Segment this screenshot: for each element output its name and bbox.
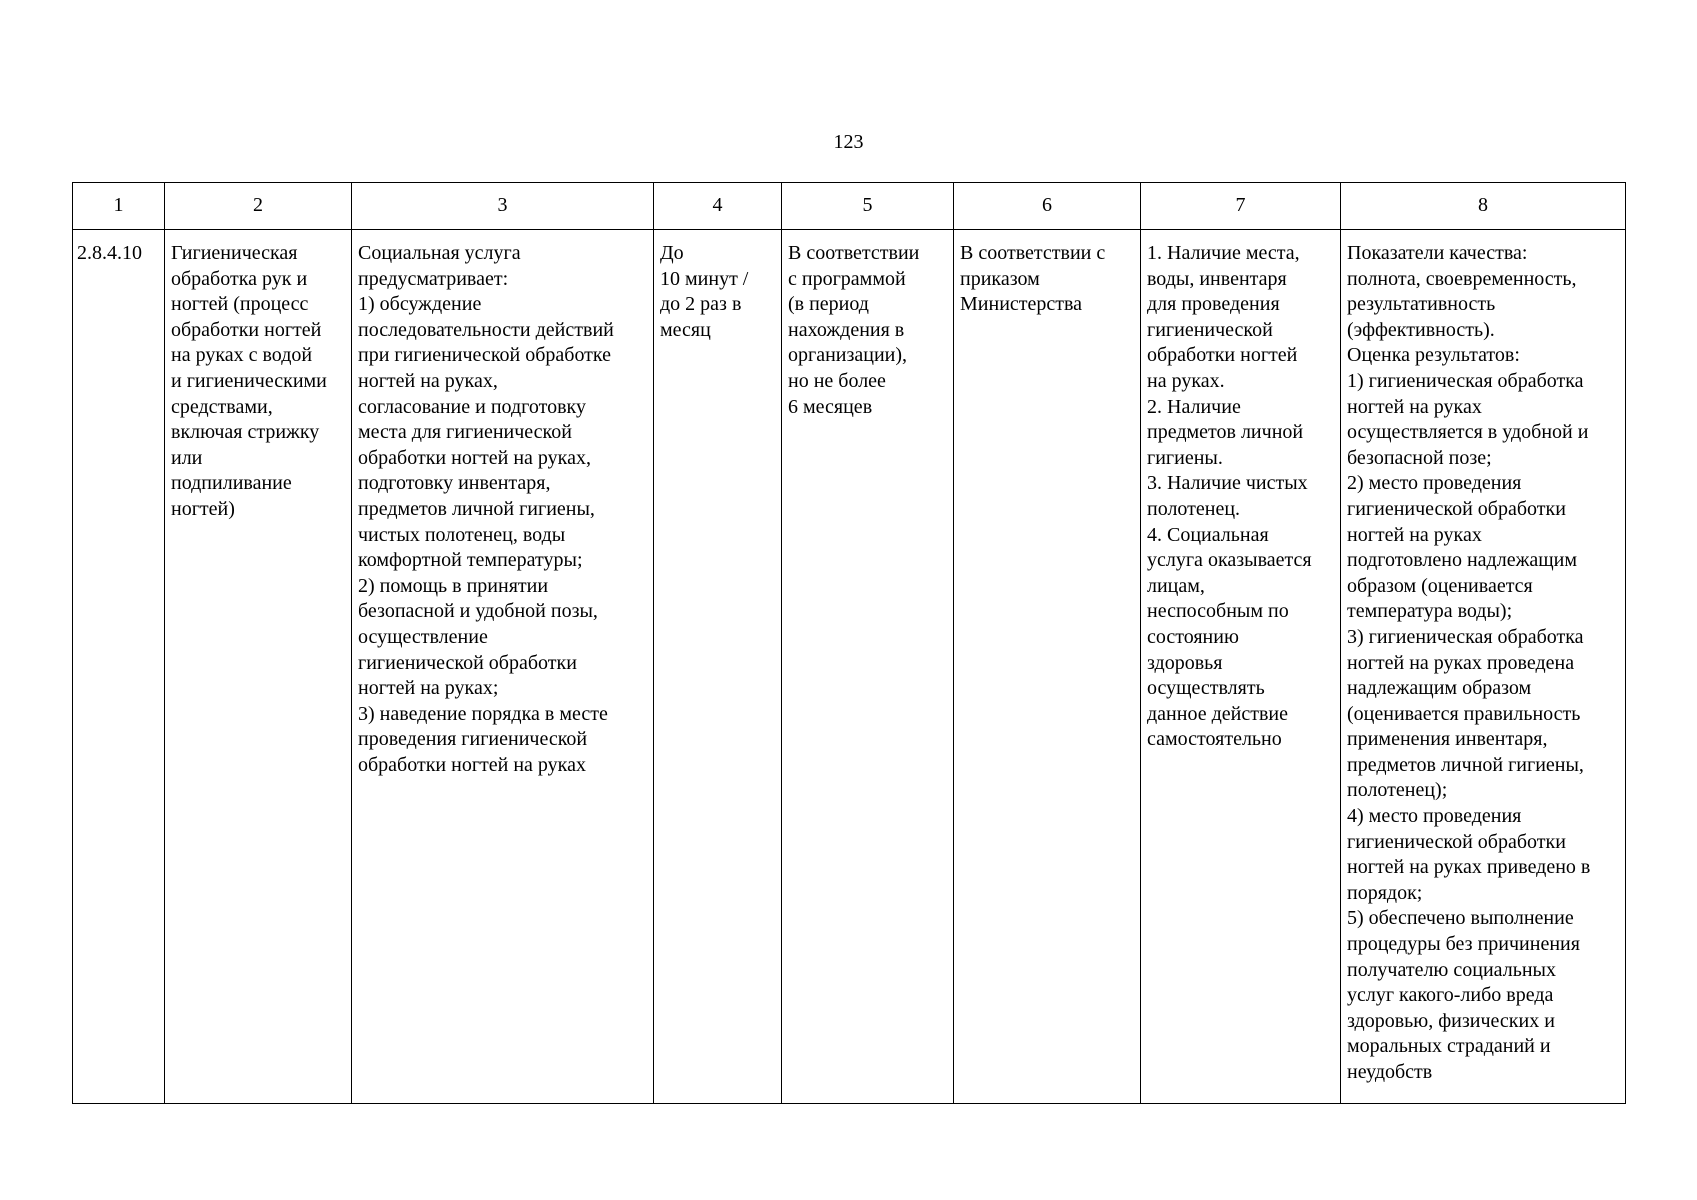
services-table: [72, 182, 1626, 1104]
column-header-3: 3: [352, 183, 654, 230]
service-code-cell: 2.8.4.10: [73, 230, 165, 1104]
column-header-5: 5: [782, 183, 954, 230]
column-header-7: 7: [1141, 183, 1341, 230]
service-duration-cell: В соответствии с программой (в период нахождения в организации), но не более 6 месяцев: [782, 230, 954, 1104]
page-number: 123: [833, 131, 864, 153]
column-header-1: 1: [73, 183, 165, 230]
table-row: [73, 230, 1626, 1104]
service-conditions-cell: 1. Наличие места, воды, инвентаря для проведения гигиенической обработки ногтей на руках. 2. Наличие предметов личной гигиены. 3. Наличие чистых полотенец. 4. Социальная услуга оказывается лицам, неспособным по состоянию здоровья осуществлять данное действие самостоятельно: [1141, 230, 1341, 1104]
column-header-8: 8: [1341, 183, 1626, 230]
service-time-cell: До 10 минут / до 2 раз в месяц: [654, 230, 782, 1104]
service-quality-cell: Показатели качества: полнота, своевременность, результативность (эффективность). Оценка результатов: 1) гигиеническая обработка ногтей на руках осуществляется в удобной и безопасной позе; 2) место проведения гигиенической обработки ногтей на руках подготовлено надлежащим образом (оценивается температура воды); 3) гигиеническая обработка ногтей на руках проведена надлежащим образом (оценивается правильность применения инвентаря, предметов личной гигиены, полотенец); 4) место проведения гигиенической обработки ногтей на руках приведено в порядок; 5) обеспечено выполнение процедуры без причинения получателю социальных услуг какого-либо вреда здоровью, физических и моральных страданий и неудобств: [1341, 230, 1626, 1104]
service-name-cell: Гигиеническая обработка рук и ногтей (процесс обработки ногтей на руках с водой и гигиеническими средствами, включая стрижку или подпиливание ногтей): [165, 230, 352, 1104]
service-tariff-cell: В соответствии с приказом Министерства: [954, 230, 1141, 1104]
column-header-4: 4: [654, 183, 782, 230]
service-content-cell: Социальная услуга предусматривает: 1) обсуждение последовательности действий при гигиенической обработке ногтей на руках, согласование и подготовку места для гигиенической обработки ногтей на руках, подготовку инвентаря, предметов личной гигиены, чистых полотенец, воды комфортной температуры; 2) помощь в принятии безопасной и удобной позы, осуществление гигиенической обработки ногтей на руках; 3) наведение порядка в месте проведения гигиенической обработки ногтей на руках: [352, 230, 654, 1104]
column-header-2: 2: [165, 183, 352, 230]
header-row: [73, 183, 1626, 230]
column-header-6: 6: [954, 183, 1141, 230]
